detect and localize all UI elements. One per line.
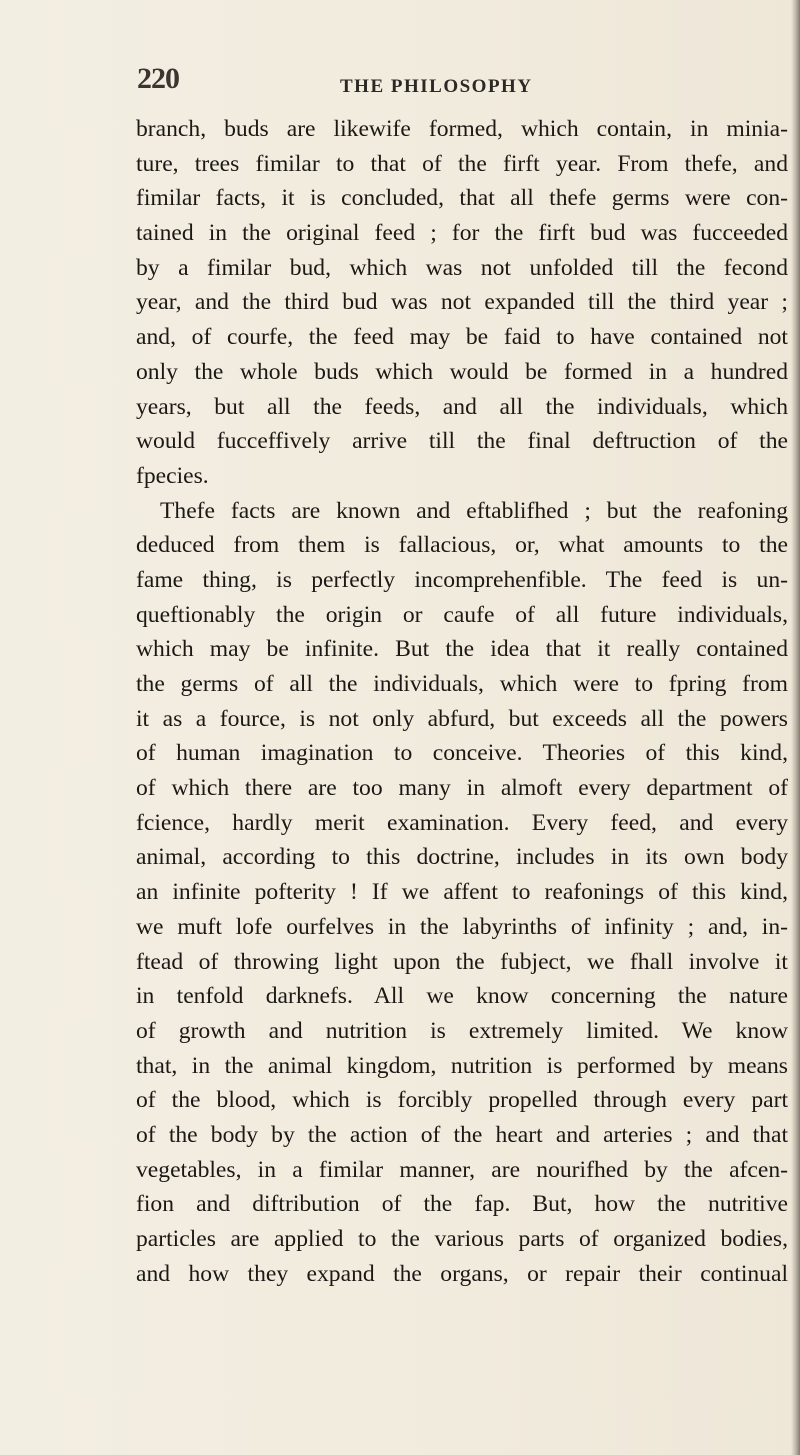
text-line: of human imagination to conceive. Theories of this kind, xyxy=(136,740,788,767)
text-line: we muft lofe ourfelves in the labyrinths of infinity ; and, in- xyxy=(136,913,788,940)
text-line: fcience, hardly merit examination. Every feed, and every xyxy=(136,809,788,836)
text-line: ture, trees fimilar to that of the firft year. From thefe, and xyxy=(136,150,788,177)
text-line: fion and diftribution of the fap. But, how the nutritive xyxy=(136,1191,788,1218)
text-line: an infinite pofterity ! If we affent to reafonings of this kind, xyxy=(136,879,788,906)
text-line: it as a fource, is not only abfurd, but exceeds all the powers xyxy=(136,705,788,732)
text-line: animal, according to this doctrine, includes in its own body xyxy=(136,844,788,871)
text-line: particles are applied to the various parts of organized bodies, xyxy=(136,1226,788,1252)
text-line: branch, buds are likewife formed, which contain, in minia- xyxy=(136,116,788,142)
text-line: would fucceffively arrive till the final deftruction of the xyxy=(136,428,788,455)
text-line: that, in the animal kingdom, nutrition is performed by means xyxy=(136,1052,788,1079)
text-line: the germs of all the individuals, which were to fpring from xyxy=(136,671,788,697)
page-number: 220 xyxy=(137,62,179,95)
text-line: fimilar facts, it is concluded, that all thefe germs were con- xyxy=(136,185,788,212)
text-line: year, and the third bud was not expanded till the third year ; xyxy=(136,289,788,316)
text-line: Thefe facts are known and eftablifhed ; but the reafoning xyxy=(160,497,788,524)
text-line: fame thing, is perfectly incomprehenfible. The feed is un- xyxy=(136,566,788,593)
text-line: of the blood, which is forcibly propelled through every part xyxy=(136,1087,788,1114)
text-line: of which there are too many in almoft every department of xyxy=(136,775,788,802)
text-line: vegetables, in a fimilar manner, are nourifhed by the afcen- xyxy=(136,1156,788,1183)
running-title: THE PHILOSOPHY xyxy=(340,76,533,97)
text-line: ftead of throwing light upon the fubject, we fhall involve it xyxy=(136,948,788,975)
page-edge-shadow xyxy=(791,0,800,1455)
text-line: which may be infinite. But the idea that it really contained xyxy=(136,636,788,663)
text-line: and how they expand the organs, or repair their continual xyxy=(136,1260,788,1287)
text-line: fpecies. xyxy=(136,462,209,489)
text-line: in tenfold darknefs. All we know concerning the nature xyxy=(136,983,788,1010)
text-line: by a fimilar bud, which was not unfolded till the fecond xyxy=(136,254,788,281)
text-line: queftionably the origin or caufe of all future individuals, xyxy=(136,601,788,628)
text-line: of the body by the action of the heart and arteries ; and that xyxy=(136,1121,788,1148)
text-line: and, of courfe, the feed may be faid to have contained not xyxy=(136,324,788,351)
text-line: years, but all the feeds, and all the individuals, which xyxy=(136,393,788,420)
text-line: of growth and nutrition is extremely limited. We know xyxy=(136,1017,788,1044)
body-text xyxy=(136,112,788,1291)
text-line: deduced from them is fallacious, or, what amounts to the xyxy=(136,532,788,559)
text-line: tained in the original feed ; for the firft bud was fucceeded xyxy=(136,220,788,247)
text-line: only the whole buds which would be formed in a hundred xyxy=(136,358,788,385)
